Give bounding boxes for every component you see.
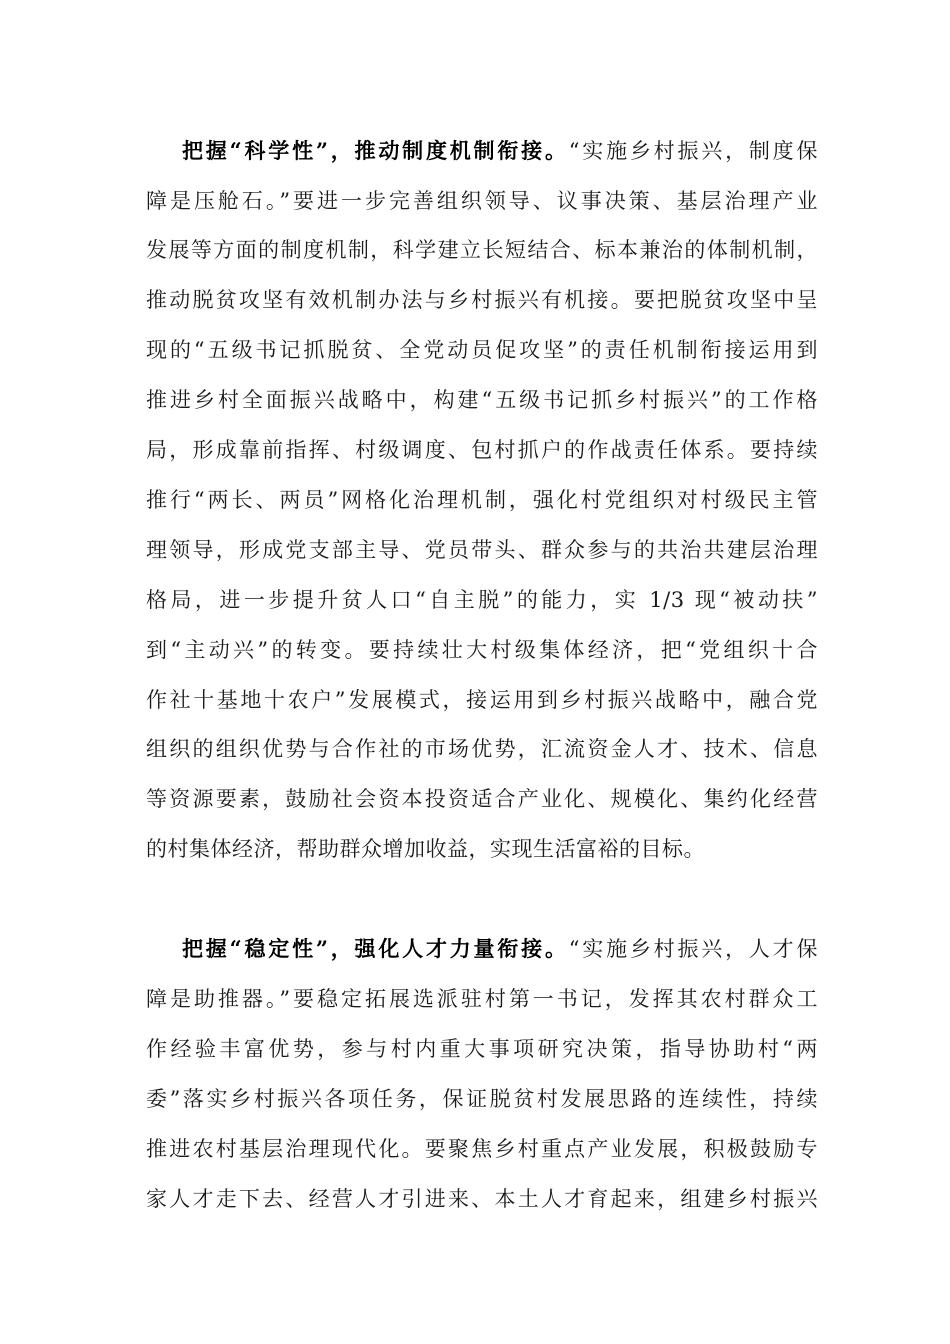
paragraph-2-line-3: 作经验丰富优势，参与村内重大事项研究决策，指导协助村“两 [146, 1037, 818, 1061]
paragraph-2-line-5: 推进农村基层治理现代化。要聚焦乡村重点产业发展，积极鼓励专 [146, 1137, 818, 1161]
paragraph-2-first-rest: “实施乡村振兴，人才保 [568, 937, 818, 961]
paragraph-2-line-6: 家人才走下去、经营人才引进来、本土人才育起来，组建乡村振兴 [146, 1187, 818, 1211]
paragraph-1-line-5: 现的“五级书记抓脱贫、全党动员促攻坚”的责任机制衔接运用到 [146, 338, 818, 362]
paragraph-2-line-2: 障是助推器。”要稳定拓展选派驻村第一书记，发挥其农村群众工 [146, 987, 818, 1011]
paragraph-1-line-2: 障是压舱石。”要进一步完善组织领导、议事决策、基层治理产业 [146, 189, 818, 213]
paragraph-2-line-4: 委”落实乡村振兴各项任务，保证脱贫村发展思路的连续性，持续 [146, 1087, 818, 1111]
paragraph-1-line-14: 等资源要素，鼓励社会资本投资适合产业化、规模化、集约化经营 [146, 787, 818, 811]
paragraph-1-lead: 把握“科学性”，推动制度机制衔接。 [182, 138, 569, 163]
paragraph-1-line-1 [182, 133, 818, 169]
paragraph-1-line-13: 组织的组织优势与合作社的市场优势，汇流资金人才、技术、信息 [146, 737, 818, 761]
paragraph-1-line-3: 发展等方面的制度机制，科学建立长短结合、标本兼治的体制机制， [146, 238, 818, 262]
paragraph-1-first-rest: “实施乡村振兴，制度保 [568, 139, 818, 163]
paragraph-2-lead: 把握“稳定性”，强化人才力量衔接。 [182, 936, 569, 961]
paragraph-1-line-15: 的村集体经济，帮助群众增加收益，实现生活富裕的目标。 [146, 837, 705, 861]
paragraph-1-line-4: 推动脱贫攻坚有效机制办法与乡村振兴有机接。要把脱贫攻坚中呈 [146, 288, 818, 312]
paragraph-1-line-11: 到“主动兴”的转变。要持续壮大村级集体经济，把“党组织十合 [146, 638, 818, 662]
paragraph-1-line-8: 推行“两长、两员”网格化治理机制，强化村党组织对村级民主管 [146, 488, 818, 512]
paragraph-1-line-7: 局，形成靠前指挥、村级调度、包村抓户的作战责任体系。要持续 [146, 438, 818, 462]
paragraph-1-line-9: 理领导，形成党支部主导、党员带头、群众参与的共治共建层治理 [146, 538, 818, 562]
paragraph-1-line-10: 格局，进一步提升贫人口“自主脱”的能力，实 1/3 现“被动扶” [146, 588, 818, 612]
paragraph-1-line-12: 作社十基地十农户”发展模式，接运用到乡村振兴战略中，融合党 [146, 688, 818, 712]
paragraph-1-line-6: 推进乡村全面振兴战略中，构建“五级书记抓乡村振兴”的工作格 [146, 388, 818, 412]
paragraph-2-line-1 [182, 931, 818, 967]
